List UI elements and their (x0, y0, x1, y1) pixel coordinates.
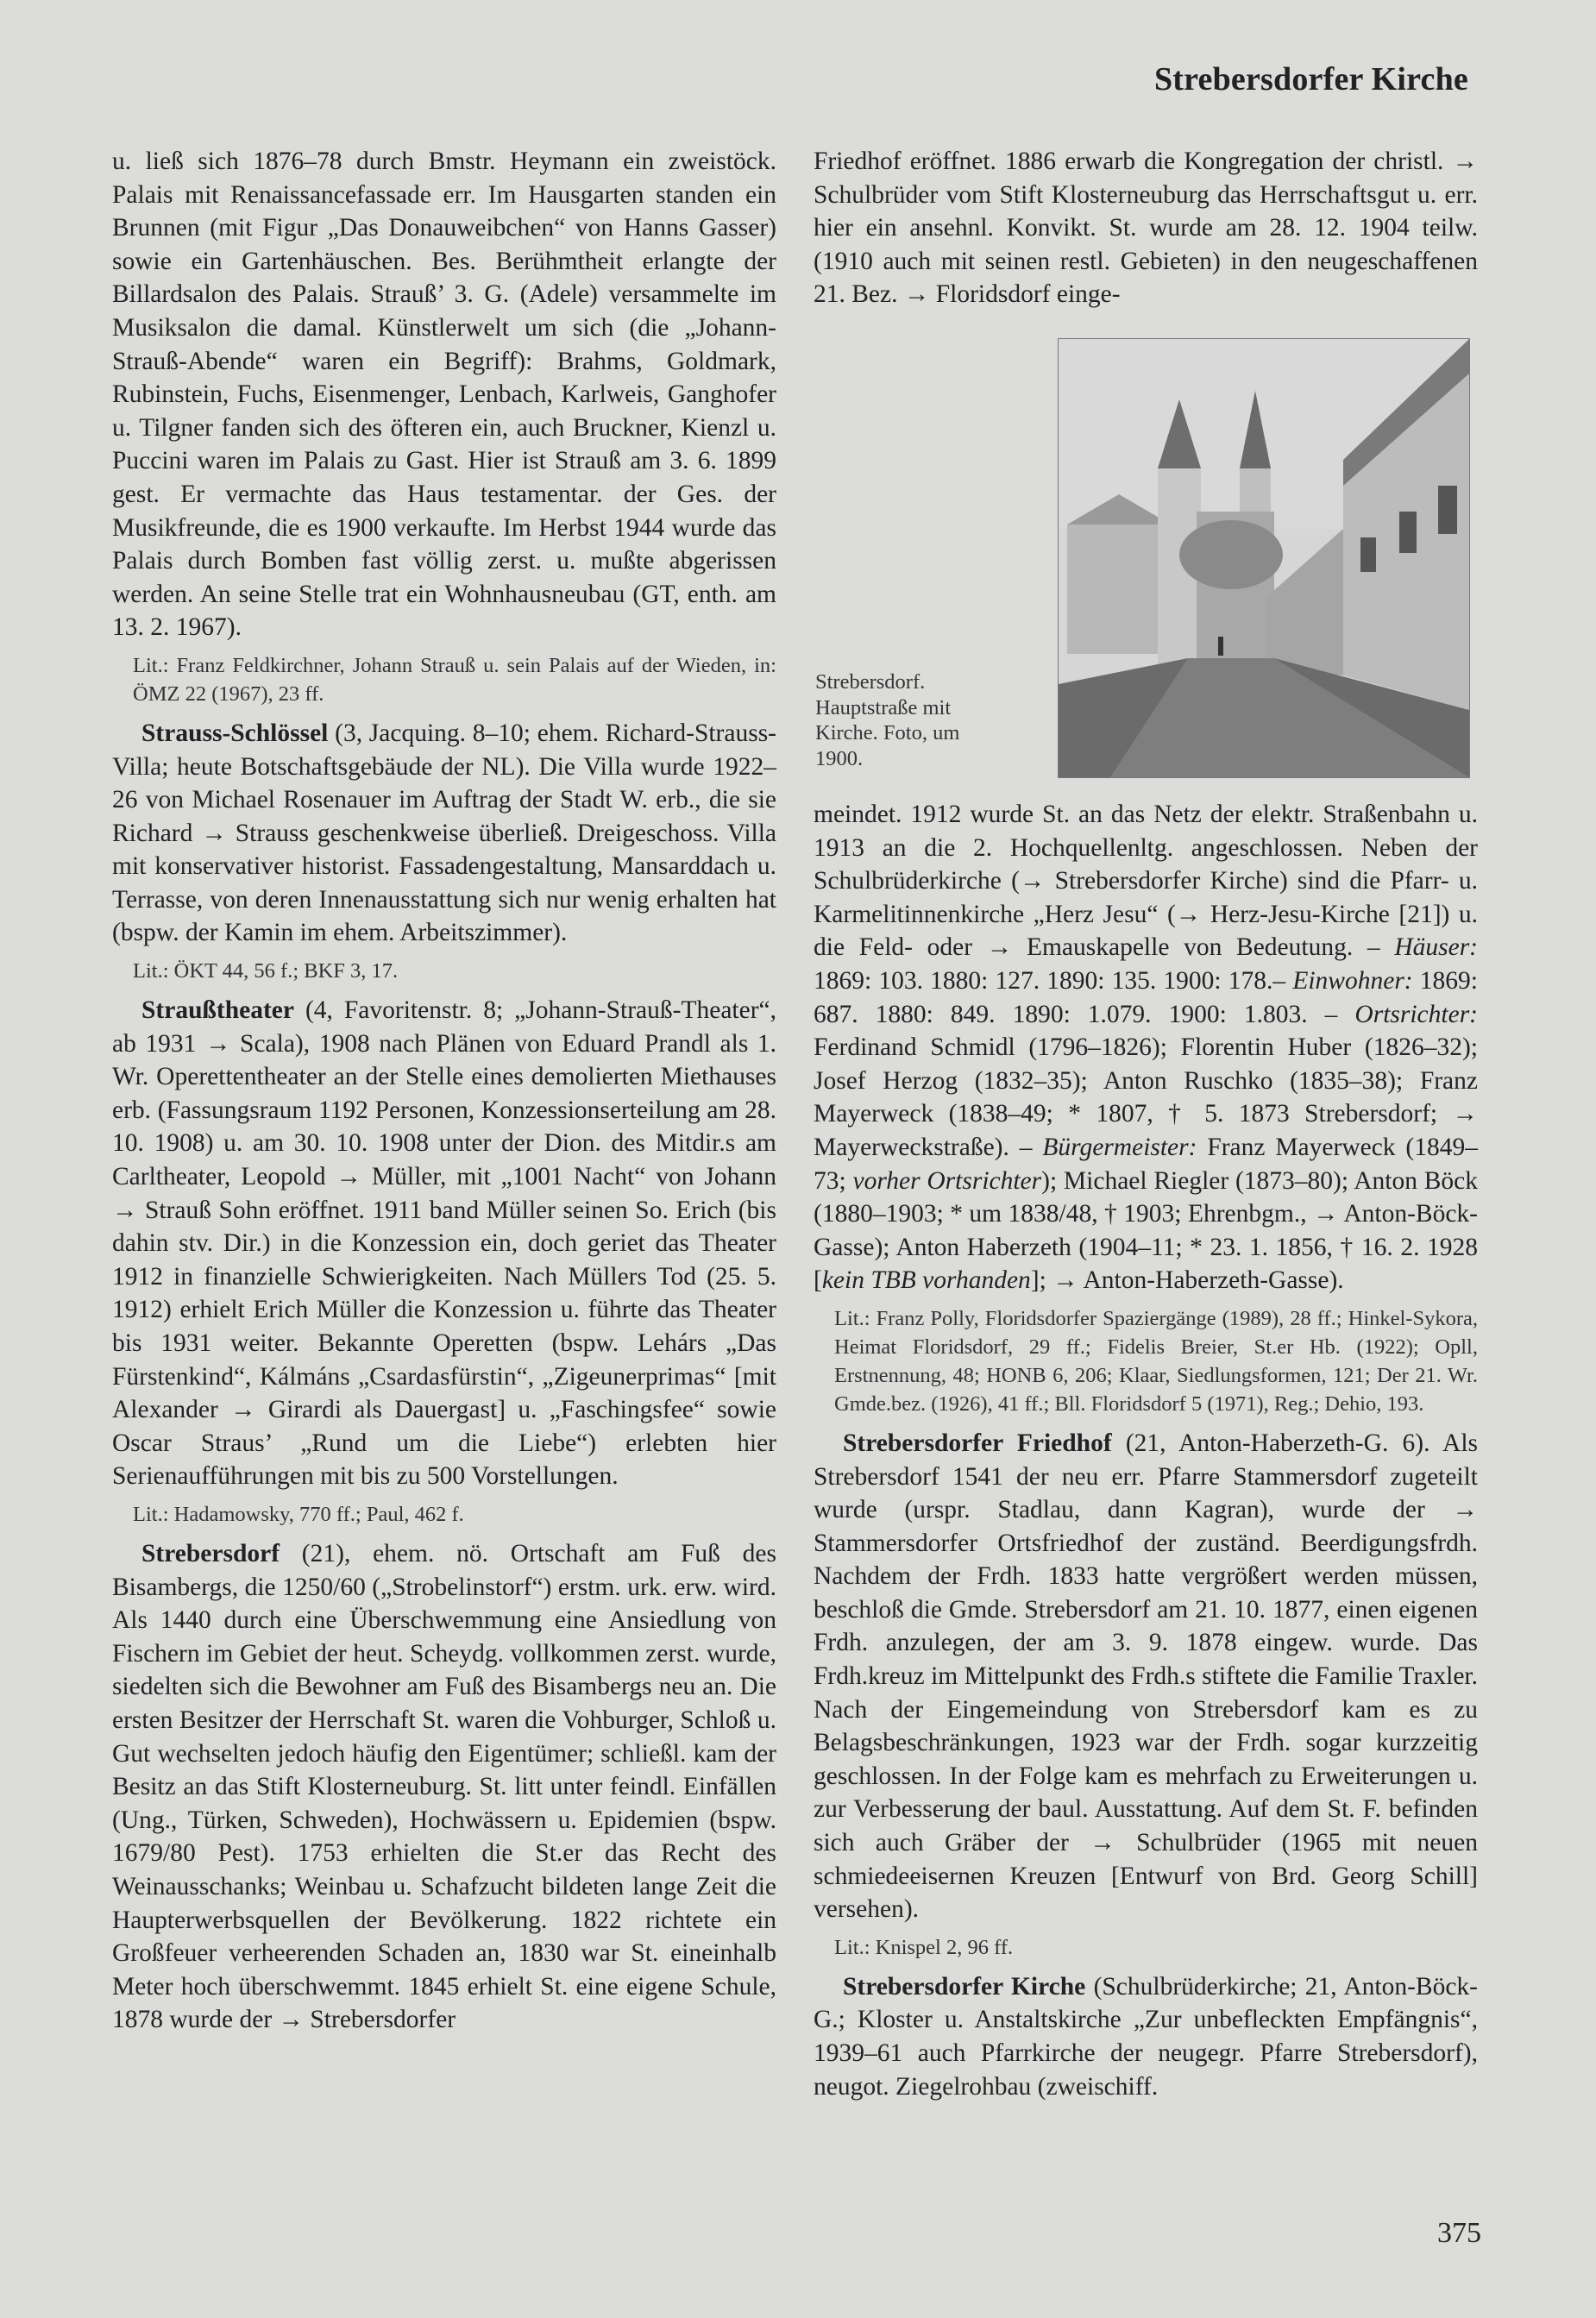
entry-headword: Strebersdorf (141, 1539, 280, 1567)
paragraph-palais: u. ließ sich 1876–78 durch Bmstr. Heymann ein zweistöck. Palais mit Renaissancefassade err. Im Hausgarten standen ein Brunnen (mit Figur „Das Donauweibchen“ von Hanns Gasser) sowie ein Gartenhäuschen. Bes. Berühmtheit erlangte der Billardsalon des Palais. Strauß’ 3. G. (Adele) versammelte im Musiksalon die damal. Künstlerwelt um sich (die „Johann-Strauß-Abende“ waren ein Begriff): Brahms, Goldmark, Rubinstein, Fuchs, Eisenmenger, Lenbach, Karlweis, Ganghofer u. Tilgner fanden sich des öfteren ein, auch Bruckner, Kienzl u. Puccini waren im Palais zu Gast. Hier ist Strauß am 3. 6. 1899 gest. Er vermachte das Haus testamentar. der Ges. der Musikfreunde, die es 1900 verkaufte. Im Herbst 1944 wurde das Palais durch Bomben fast völlig zerst. u. mußte abgerissen werden. An seine Stelle trat ein Wohnhausneubau (GT, enth. am 13. 2. 1967). (112, 148, 776, 642)
text-run: ]; → Anton-Haberzeth-Gasse). (1030, 1266, 1344, 1295)
entry-body: (Schulbrüderkirche; 21, Anton-Böck-G.; Kloster u. Anstaltskirche „Zur unbefleckten Empfängnis“, 1939–61 auch Pfarrkirche der neugegr. Pfarre Strebersdorf), neugot. Ziegelrohbau (zweischiff. (814, 1972, 1478, 2101)
literature-note: Lit.: Knispel 2, 96 ff. (834, 1935, 1014, 1959)
entry-strebersdorf (112, 1537, 776, 2037)
italic-note: vorher Ortsrichter (852, 1166, 1042, 1195)
label-einwohner: Einwohner: (1292, 966, 1413, 995)
label-buergermeister: Bürgermeister: (1042, 1133, 1197, 1161)
entry-body: (21), ehem. nö. Ortschaft am Fuß des Bisambergs, die 1250/60 („Strobelinstorf“) erstm. urk. erw. wird. Als 1440 durch eine Überschwemmung eine Ansiedlung von Fischern im Gebiet der heut. Scheydg. vollkommen zerst. wurde, siedelten sich die Bewohner am Fuß des Bisambergs neu an. Die ersten Besitzer der Herrschaft St. waren die Vohburger, Schloß u. Gut wechselten jedoch häufig den Eigentümer; schließl. kam der Besitz an das Stift Klosterneuburg. St. litt unter feindl. Einfällen (Ung., Türken, Schweden), Hochwässern u. Epidemien (bspw. 1679/80 Pest). 1753 erhielten die St.er das Recht des Weinausschanks; Weinbau u. Schafzucht bildeten lange Zeit die Haupterwerbsquellen der Bevölkerung. 1822 richtete ein Großfeuer verheerenden Schaden an, 1830 war St. eineinhalb Meter hoch überschwemmt. 1845 erhielt St. eine eigene Schule, 1878 wurde der → Strebersdorfer (112, 1539, 776, 2034)
literature-note: Lit.: Hadamowsky, 770 ff.; Paul, 462 f. (133, 1502, 464, 1526)
left-column (112, 145, 776, 2037)
label-haeuser: Häuser: (1394, 933, 1478, 962)
entry-body: (21, Anton-Haberzeth-G. 6). Als Strebersdorf 1541 der neu err. Pfarre Stammersdorf zugeteilt wurde (urspr. Stadlau, dann Kagran), wurde der → Stammersdorfer Ortsfriedhof der zuständ. Beerdigungsfrdh. Nachdem der Frdh. 1833 hatte vergrößert werden müssen, beschloß die Gmde. Strebersdorf am 21. 10. 1877, einen eigenen Frdh. anzulegen, der am 3. 9. 1878 eingew. wurde. Das Frdh.kreuz im Mittelpunkt des Frdh.s stiftete die Familie Traxler. Nach der Eingemeindung von Strebersdorf kam es zu Belagsbeschränkungen, 1923 war der Frdh. sogar kurzzeitig geschlossen. In der Folge kam es mehrfach zu Erweiterungen u. zur Verbesserung der baul. Ausstattung. Auf dem St. F. befinden sich auch Gräber der → Schulbrüder (1965 mit neuen schmiedeeisernen Kreuzen [Entwurf von Brd. Georg Schill] versehen). (814, 1429, 1478, 1924)
italic-note: kein TBB vorhanden (821, 1266, 1031, 1295)
entry-strauss-schloessel (112, 717, 776, 950)
text-run: ); Michael Riegler (1873–80); Anton Böck (1880–1903; * um 1838/48, † 1903; Ehrenbgm., → Anton-Böck-Gasse); Anton Haberzeth (1904–11; * 23. 1. 1856, † 16. 2. 1928 [ (814, 1166, 1478, 1295)
entry-headword: Strebersdorfer Kirche (843, 1972, 1086, 2001)
entry-strebersdorfer-kirche (814, 1970, 1478, 2103)
text-run: meindet. 1912 wurde St. an das Netz der elektr. Straßenbahn u. 1913 an die 2. Hochquellenltg. angeschlossen. Neben der Schulbrüderkirche (→ Strebersdorfer Kirche) sind die Pfarr- u. Karmelitinnenkirche „Herz Jesu“ (→ Herz-Jesu-Kirche [21]) u. die Feld- oder → Emauskapelle von Bedeutung. – (814, 801, 1478, 962)
label-ortsrichter: Ortsrichter: (1354, 1000, 1478, 1028)
photo-illustration (1059, 339, 1469, 777)
literature-note: Lit.: Franz Polly, Floridsdorfer Spaziergänge (1989), 28 ff.; Hinkel-Sykora, Heimat Floridsdorf, 29 ff.; Fidelis Breier, St.er Hb. (1922); Opll, Erstnennung, 48; HONB 6, 206; Klaar, Siedlungsformen, 121; Der 21. Wr. Gmde.bez. (1926), 41 ff.; Bll. Floridsdorf 5 (1971), Reg.; Dehio, 193. (834, 1306, 1478, 1416)
text-run: 1869: 687. 1880: 849. 1890: 1.079. 1900: 1.803. – (814, 966, 1478, 1028)
right-column-bottom (814, 798, 1478, 2103)
right-column-top (814, 145, 1478, 311)
entry-headword: Straußtheater (141, 996, 294, 1025)
historic-street-photo (1058, 338, 1470, 778)
page-number: 375 (1437, 2217, 1481, 2249)
entry-strausstheater (112, 994, 776, 1493)
text-run: Ferdinand Schmidl (1796–1826); Florentin Huber (1826–32); Josef Herzog (1832–35); Anton Ruschko (1835–38); Franz Mayerweck (1838–49; * 1807, † 5. 1873 Strebersdorf; → Mayerweckstraße). – (814, 1033, 1478, 1161)
entry-body: (4, Favoritenstr. 8; „Johann-Strauß-Theater“, ab 1931 → Scala), 1908 nach Plänen von Eduard Prandl als 1. Wr. Operettentheater an der Stelle eines demolierten Miethauses erb. (Fassungsraum 1192 Personen, Konzessionserteilung am 28. 10. 1908) u. am 30. 10. 1908 unter der Dion. des Mitdir.s am Carltheater, Leopold → Müller, mit „1001 Nacht“ von Johann → Strauß Sohn eröffnet. 1911 band Müller seinen So. Erich (bis dahin stv. Dir.) in die Konzession ein, doch geriet das Theater 1912 in finanzielle Schwierigkeiten. Nach Müllers Tod (25. 5. 1912) erhielt Erich Müller die Konzession u. führte das Theater bis 1931 weiter. Bekannte Operetten (bspw. Lehárs „Das Fürstenkind“, Kálmáns „Csardasfürstin“, „Zigeunerprimas“ [mit Alexander → Girardi als Dauergast] u. „Faschingsfee“ sowie Oscar Straus’ „Rund um die Liebe“) erlebten hier Serienaufführungen mit bis zu 500 Vorstellungen. (112, 996, 776, 1491)
photo-caption: Strebersdorf. Hauptstraße mit Kirche. Foto, um 1900. (815, 670, 960, 770)
text-run: 1869: 103. 1880: 127. 1890: 135. 1900: 178.– (814, 966, 1293, 995)
entry-body: (3, Jacquing. 8–10; ehem. Richard-Strauss-Villa; heute Botschaftsgebäude der NL). Die Villa wurde 1922–26 von Michael Rosenauer im Auftrag der Stadt W. erb., die sie Richard → Strauss geschenkweise überließ. Dreigeschoss. Villa mit konservativer historist. Fassadengestaltung, Mansarddach u. Terrasse, von deren Innenausstattung sich nur wenig erhalten hat (bspw. der Kamin im ehem. Arbeitszimmer). (112, 719, 776, 947)
literature-note: Lit.: Franz Feldkirchner, Johann Strauß u. sein Palais auf der Wieden, in: ÖMZ 22 (1967), 23 ff. (133, 653, 776, 706)
running-head: Strebersdorfer Kirche (1153, 61, 1468, 97)
entry-strebersdorfer-friedhof (814, 1427, 1478, 1926)
entry-headword: Strauss-Schlössel (141, 719, 329, 747)
text-run: Franz Mayerweck (1849–73; (814, 1133, 1478, 1195)
paragraph-continuation: Friedhof eröffnet. 1886 erwarb die Kongregation der christl. → Schulbrüder vom Stift Klosterneuburg das Herrschaftsgut u. err. hier ein ansehnl. Konvikt. St. wurde am 28. 12. 1904 teilw. (1910 auch mit seinen restl. Gebieten) in den neugeschaffenen 21. Bez. → Floridsdorf einge- (814, 148, 1478, 309)
entry-headword: Strebersdorfer Friedhof (843, 1429, 1112, 1457)
literature-note: Lit.: ÖKT 44, 56 f.; BKF 3, 17. (133, 959, 399, 983)
paragraph-strebersdorf-cont (814, 798, 1478, 1297)
